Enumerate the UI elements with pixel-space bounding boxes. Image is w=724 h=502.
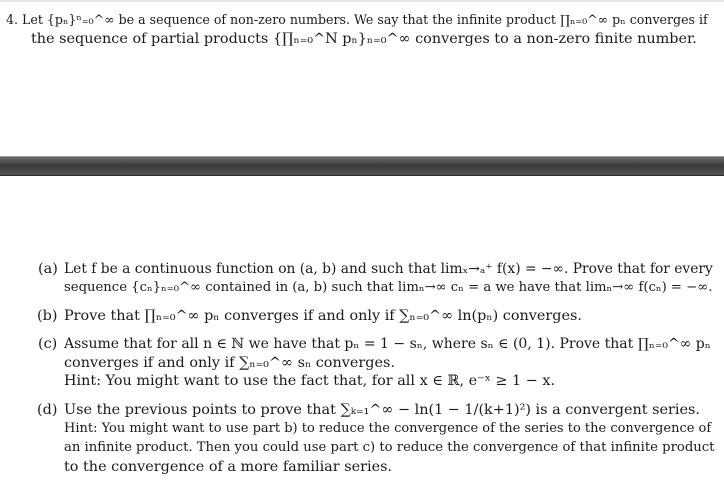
part-c-hint: Hint: You might want to use the fact that, for all x ∈ ℝ, e⁻ˣ ≥ 1 − x. — [64, 373, 556, 389]
part-d-hint-line-1: Hint: You might want to use part b) to reduce the convergence of the series to the convergence of — [64, 421, 712, 436]
part-a-label: (a) — [38, 261, 58, 277]
part-c-line-2: converges if and only if ∑ₙ₌₀^∞ sₙ converges. — [64, 355, 395, 371]
part-d-hint-line-3: to the convergence of a more familiar series. — [64, 459, 393, 475]
page-separator — [0, 156, 724, 176]
top-edge — [0, 0, 724, 2]
part-d-hint-line-2: an infinite product. Then you could use part c) to reduce the convergence of that infinite product — [64, 440, 715, 455]
part-b-label: (b) — [37, 308, 58, 324]
problem-line-2: the sequence of partial products {∏ₙ₌₀^N pₙ}ₙ₌₀^∞ converges to a non-zero finite number. — [31, 31, 697, 47]
part-b-line-1: Prove that ∏ₙ₌₀^∞ pₙ converges if and only if ∑ₙ₌₀^∞ ln(pₙ) converges. — [64, 308, 582, 324]
part-d-label: (d) — [37, 402, 58, 418]
part-d-line-1: Use the previous points to prove that ∑ₖ₌₁^∞ − ln(1 − 1/(k+1)²) is a convergent series. — [64, 402, 701, 418]
part-c-line-1: Assume that for all n ∈ ℕ we have that pₙ = 1 − sₙ, where sₙ ∈ (0, 1). Prove that ∏ₙ₌₀^∞ pₙ — [64, 336, 711, 352]
part-a-line-1: Let f be a continuous function on (a, b) and such that limₓ→ₐ⁺ f(x) = −∞. Prove that for every — [64, 261, 713, 277]
problem-line-1: 4. Let {pₙ}ⁿ₌₀^∞ be a sequence of non-zero numbers. We say that the infinite product ∏ₙ₌₀^∞ pₙ converges if — [6, 12, 708, 27]
part-a-line-2: sequence {cₙ}ₙ₌₀^∞ contained in (a, b) such that limₙ→∞ cₙ = a we have that limₙ→∞ f(cₙ) = −∞. — [64, 280, 713, 295]
part-c-label: (c) — [38, 336, 58, 352]
